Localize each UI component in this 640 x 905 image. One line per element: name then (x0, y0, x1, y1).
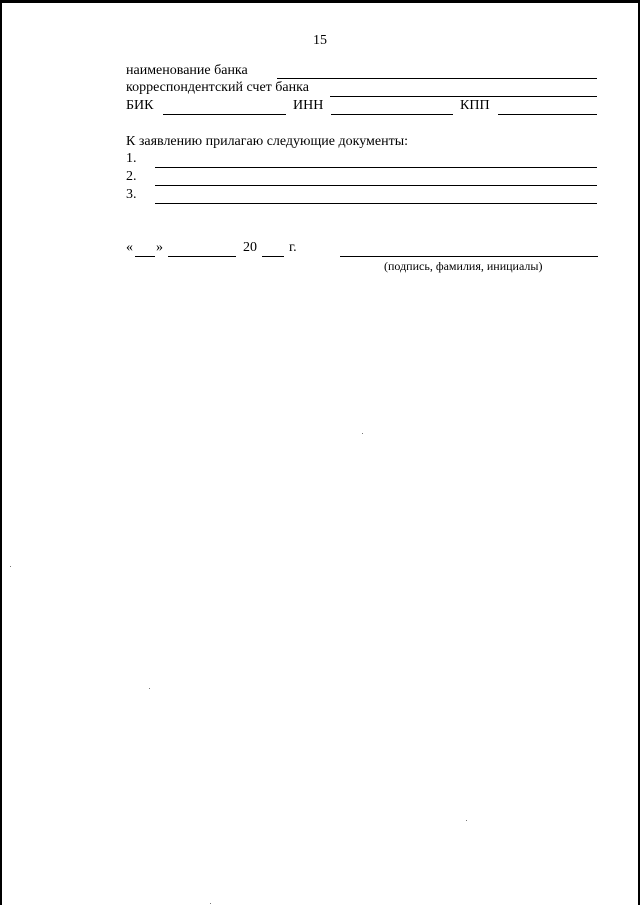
scan-speck (362, 433, 363, 434)
date-quote-close: » (156, 240, 163, 255)
attachment-number-1: 1. (126, 151, 137, 166)
attachments-heading: К заявлению прилагаю следующие документы: (126, 134, 409, 149)
date-quote-open: « (126, 240, 133, 255)
attachment-number-3: 3. (126, 187, 137, 202)
scan-speck (10, 566, 11, 567)
date-month-field[interactable] (168, 256, 236, 257)
inn-label: ИНН (293, 98, 324, 113)
corr-account-field[interactable] (330, 96, 597, 97)
corr-account-label: корреспондентский счет банка (126, 80, 309, 95)
kpp-field[interactable] (498, 114, 597, 115)
attachment-field-1[interactable] (155, 167, 597, 168)
page-number: 15 (313, 33, 327, 48)
page-left-edge (0, 0, 2, 905)
signature-caption: (подпись, фамилия, инициалы) (384, 259, 543, 273)
attachment-number-2: 2. (126, 169, 137, 184)
bik-field[interactable] (163, 114, 286, 115)
attachment-field-3[interactable] (155, 203, 597, 204)
kpp-label: КПП (460, 98, 490, 113)
bank-name-label: наименование банка (126, 63, 248, 78)
signature-field[interactable] (340, 256, 598, 257)
attachment-field-2[interactable] (155, 185, 597, 186)
date-year-prefix: 20 (243, 240, 257, 255)
date-year-suffix: г. (289, 240, 297, 255)
scan-speck (149, 688, 150, 689)
page-top-edge (0, 0, 640, 3)
date-year-field[interactable] (262, 256, 284, 257)
scan-speck (210, 903, 211, 904)
bank-name-field[interactable] (277, 78, 597, 79)
inn-field[interactable] (331, 114, 453, 115)
scan-speck (466, 820, 467, 821)
bik-label: БИК (126, 98, 154, 113)
date-day-field[interactable] (135, 256, 155, 257)
